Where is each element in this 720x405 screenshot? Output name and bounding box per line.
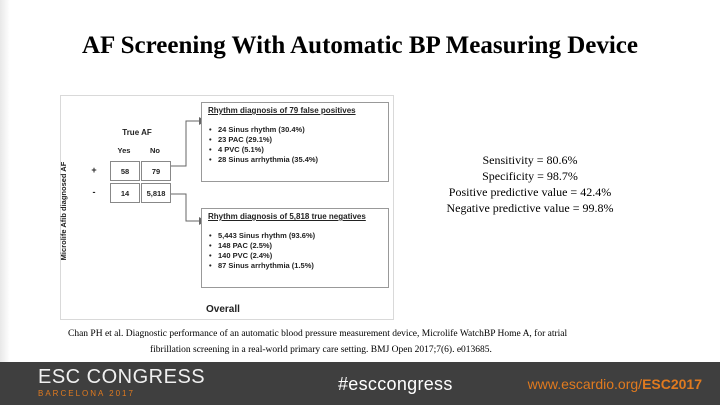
footer-banner bbox=[0, 362, 720, 405]
hashtag: #esccongress bbox=[338, 374, 453, 394]
column-no-label: No bbox=[150, 146, 160, 155]
ppv-text: Positive predictive value = 42.4% bbox=[448, 185, 612, 199]
study-figure bbox=[60, 95, 394, 320]
esc-congress-logo bbox=[38, 366, 205, 400]
column-yes-label: Yes bbox=[117, 146, 131, 155]
footer-url bbox=[528, 376, 702, 392]
list-item: • 87 Sinus arrhythmia (1.5%) bbox=[218, 261, 382, 271]
citation-line-1: Chan PH et al. Diagnostic performance of an automatic blood pressure measurement device, Microlife WatchBP Home A, for atrial bbox=[68, 329, 568, 339]
slide-title: AF Screening With Automatic BP Measuring Device bbox=[82, 32, 638, 59]
cell-plus-yes: 58 bbox=[110, 161, 140, 181]
list-item: • 148 PAC (2.5%) bbox=[218, 241, 382, 251]
diagnostic-stats bbox=[410, 152, 650, 216]
congress-name: ESC CONGRESS bbox=[38, 366, 206, 388]
list-item: • 23 PAC (29.1%) bbox=[218, 135, 382, 145]
overall-label: Overall bbox=[206, 304, 240, 315]
true-negative-box bbox=[201, 208, 389, 288]
false-positive-title: Rhythm diagnosis of 79 false positives bbox=[208, 106, 356, 115]
list-item: • 140 PVC (2.4%) bbox=[218, 251, 382, 261]
cell-plus-no: 79 bbox=[141, 161, 171, 181]
figure-vertical-label: Microlife Afib diagnosed AF bbox=[59, 161, 68, 261]
list-item: • 24 Sinus rhythm (30.4%) bbox=[218, 125, 382, 135]
true-negative-title: Rhythm diagnosis of 5,818 true negatives bbox=[208, 212, 366, 221]
footer-url-prefix: www.escardio.org/ bbox=[527, 376, 643, 392]
list-item: • 28 Sinus arrhythmia (35.4%) bbox=[218, 155, 382, 165]
cell-minus-yes: 14 bbox=[110, 183, 140, 203]
sensitivity-text: Sensitivity = 80.6% bbox=[482, 153, 578, 167]
true-negative-list bbox=[208, 231, 382, 271]
footer-url-suffix: ESC2017 bbox=[642, 376, 702, 392]
row-minus-label: - bbox=[92, 187, 96, 197]
citation-line-2: fibrillation screening in a real-world primary care setting. BMJ Open 2017;7(6). e013685. bbox=[150, 345, 492, 355]
cell-minus-no: 5,818 bbox=[141, 183, 171, 203]
specificity-text: Specificity = 98.7% bbox=[482, 169, 578, 183]
false-positive-box bbox=[201, 102, 389, 182]
npv-text: Negative predictive value = 99.8% bbox=[446, 201, 614, 215]
true-af-label: True AF bbox=[122, 128, 152, 137]
citation bbox=[68, 326, 688, 358]
congress-location: BARCELONA 2017 bbox=[38, 389, 135, 398]
row-plus-label: + bbox=[91, 165, 97, 175]
false-positive-list bbox=[208, 125, 382, 165]
list-item: • 4 PVC (5.1%) bbox=[218, 145, 382, 155]
list-item: • 5,443 Sinus rhythm (93.6%) bbox=[218, 231, 382, 241]
